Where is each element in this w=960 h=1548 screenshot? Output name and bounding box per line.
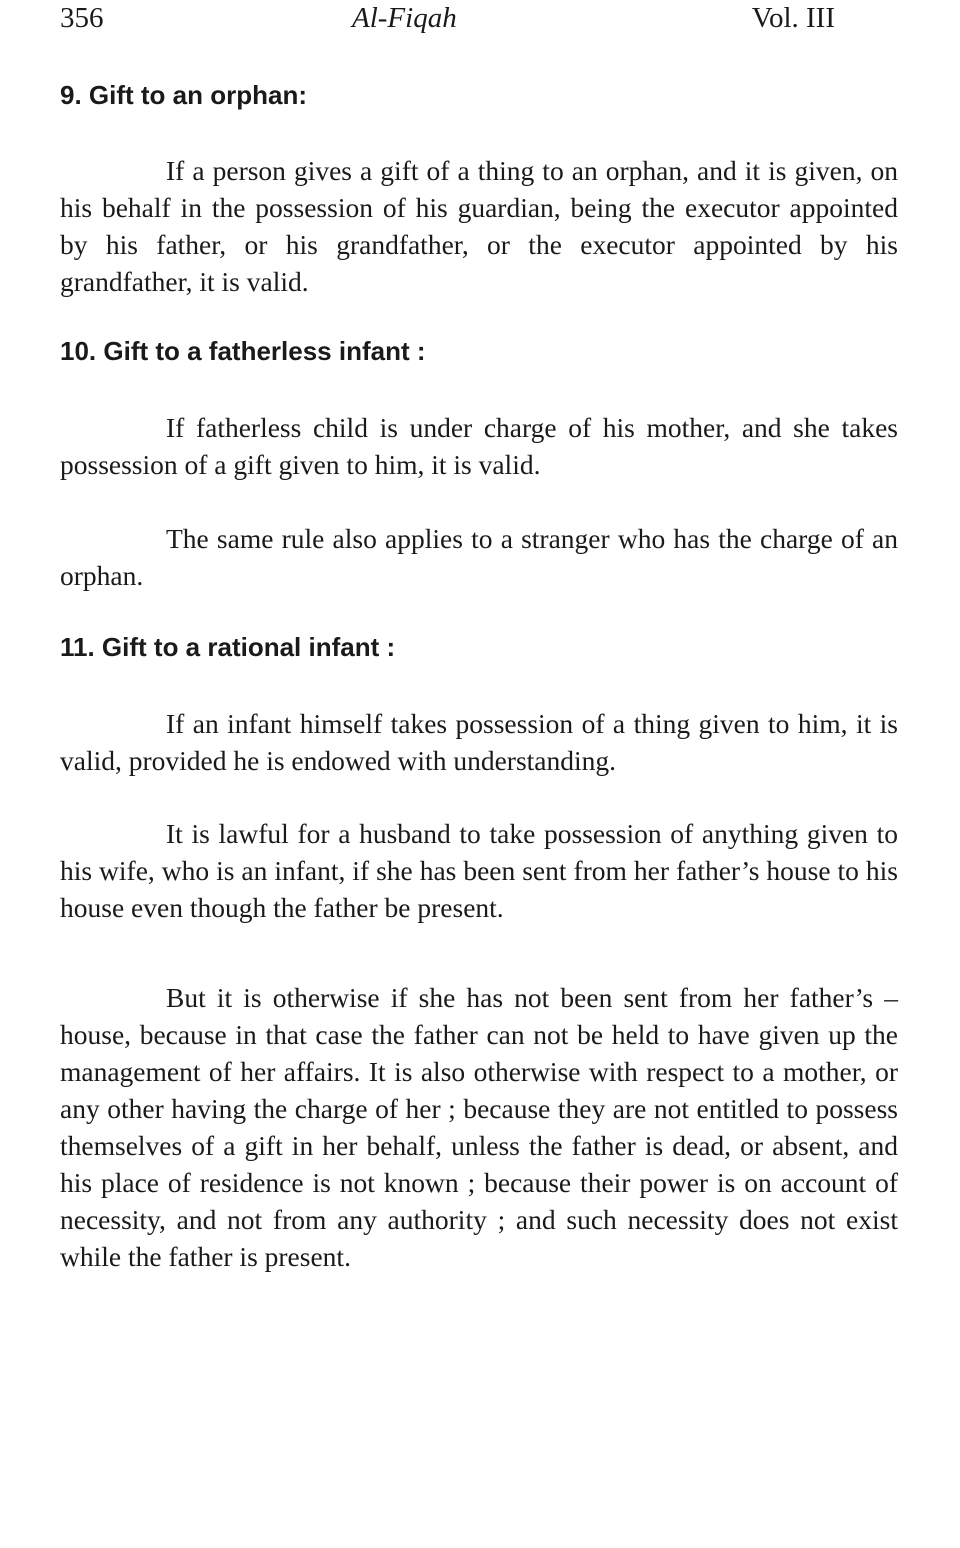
paragraph-infant-possession: If an infant himself takes possession of a thing given to him, it is valid, provided he is endowed with understanding. xyxy=(60,708,898,776)
paragraph-otherwise-rule: But it is otherwise if she has not been sent from her father’s – house, because in that case the father can not be held to have given up the management of her affairs. It is also otherwise with respect to a mother, or any other having the charge of her ; because they are not entitled to possess themselves of a gift in her behalf, unless the father is dead, or absent, and his place of residence is not known ; because their power is on account of necessity, and not from any authority ; and such necessity does not exist while the father is present. xyxy=(60,982,898,1272)
section-heading-gift-to-rational-infant: 11. Gift to a rational infant : xyxy=(60,632,396,662)
section-heading-gift-to-orphan: 9. Gift to an orphan: xyxy=(60,80,307,110)
paragraph-fatherless-child: If fatherless child is under charge of his mother, and she takes possession of a gift given to him, it is valid. xyxy=(60,412,898,480)
running-header xyxy=(60,2,835,42)
paragraph-husband-possession: It is lawful for a husband to take possession of anything given to his wife, who is an infant, if she has been sent from her father’s house to his house even though the father be present. xyxy=(60,818,898,923)
paragraph-orphan-gift: If a person gives a gift of a thing to an orphan, and it is given, on his behalf in the possession of his guardian, being the executor appointed by his father, or his grandfather, or the executor appointed by his grandfather, it is valid. xyxy=(60,155,898,297)
paragraph-stranger-rule: The same rule also applies to a stranger who has the charge of an orphan. xyxy=(60,523,898,591)
volume-label: Vol. III xyxy=(751,2,835,34)
book-page xyxy=(60,0,900,1548)
section-heading-gift-to-fatherless-infant: 10. Gift to a fatherless infant : xyxy=(60,336,426,366)
book-title: Al-Fiqah xyxy=(352,2,457,34)
page-number: 356 xyxy=(60,2,104,34)
